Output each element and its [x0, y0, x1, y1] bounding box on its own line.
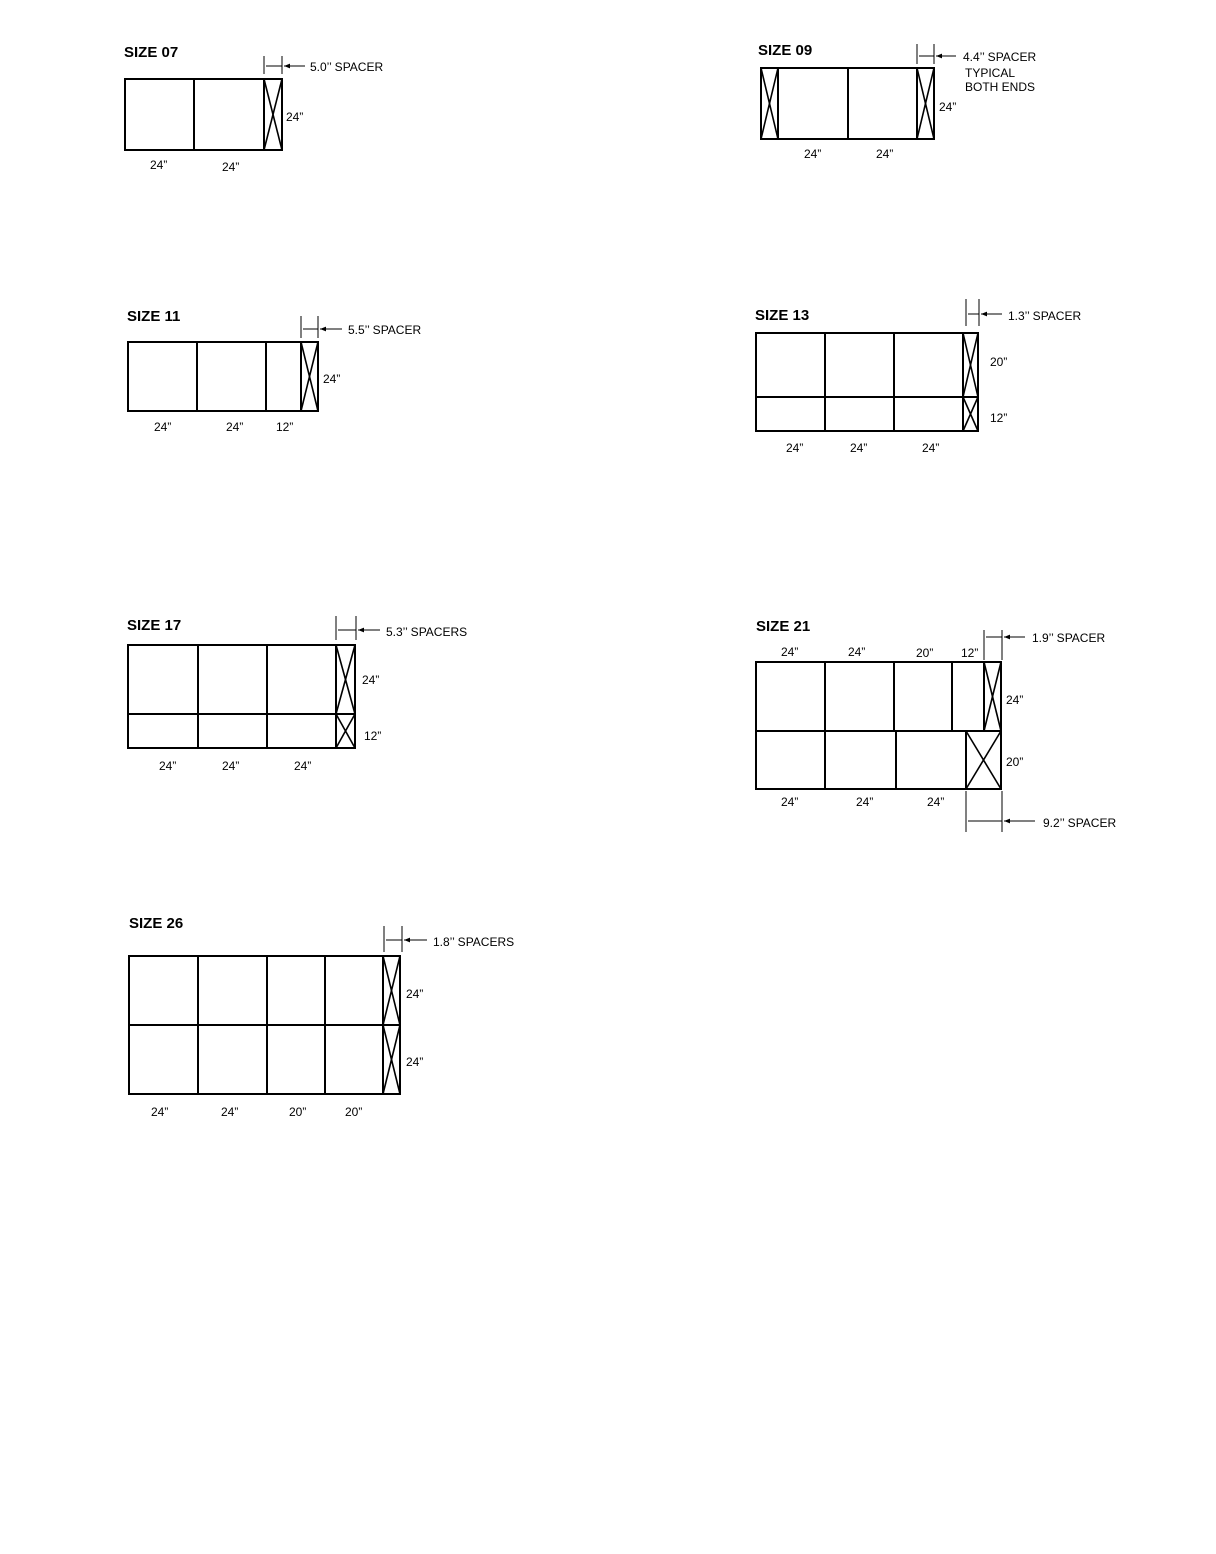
spacer-dimension: [336, 616, 380, 640]
spacer-dimension-bottom: [966, 791, 1035, 832]
width-label: 24”: [226, 420, 244, 434]
diagram-size-26: [129, 915, 514, 1119]
spacer-block: [301, 342, 318, 411]
spacer-block: [336, 645, 355, 748]
diagram-title: SIZE 17: [127, 617, 182, 634]
spacer-dimension: [264, 56, 305, 74]
height-label: 24”: [1006, 693, 1024, 707]
width-label: 12”: [276, 420, 294, 434]
spacer-label: 9.2’’ SPACER: [1043, 816, 1117, 830]
width-label: 24”: [222, 160, 240, 174]
spacer-note: TYPICAL: [965, 66, 1016, 80]
width-label: 24”: [222, 759, 240, 773]
filter-frame: [125, 79, 282, 150]
diagram-title: SIZE 13: [755, 307, 810, 324]
diagram-title: SIZE 11: [127, 308, 181, 325]
width-label: 24”: [856, 795, 874, 809]
spacer-block-bottom: [966, 731, 1001, 789]
width-label: 24”: [781, 645, 799, 659]
diagram-title: SIZE 07: [124, 44, 179, 61]
filter-frame: [756, 662, 1001, 789]
spacer-block-right: [917, 68, 934, 139]
width-label: 24”: [876, 147, 894, 161]
spacer-label: 5.3’’ SPACERS: [386, 625, 468, 639]
height-label: 12”: [364, 729, 382, 743]
width-label: 24”: [786, 441, 804, 455]
spacer-label: 4.4’’ SPACER: [963, 50, 1037, 64]
width-label: 24”: [850, 441, 868, 455]
diagram-title: SIZE 21: [756, 618, 811, 635]
diagram-size-09: [758, 42, 1036, 161]
spacer-label: 5.0’’ SPACER: [310, 60, 384, 74]
spacer-block-left: [761, 68, 778, 139]
width-label: 24”: [804, 147, 822, 161]
diagram-size-17: [127, 616, 467, 773]
width-label: 20”: [289, 1105, 307, 1119]
diagram-title: SIZE 26: [129, 915, 184, 932]
width-label: 24”: [221, 1105, 239, 1119]
height-label: 24”: [286, 110, 304, 124]
width-label: 24”: [781, 795, 799, 809]
width-label: 24”: [154, 420, 172, 434]
width-label: 24”: [151, 1105, 169, 1119]
width-label: 24”: [848, 645, 866, 659]
diagram-size-07: [124, 44, 383, 174]
width-label: 20”: [916, 646, 934, 660]
filter-frame: [128, 645, 355, 748]
diagram-size-21: [756, 618, 1116, 832]
height-label: 24”: [406, 987, 424, 1001]
spacer-dimension: [384, 926, 427, 952]
height-label: 24”: [406, 1055, 424, 1069]
height-label: 20”: [990, 355, 1008, 369]
height-label: 24”: [362, 673, 380, 687]
spacer-block: [264, 79, 282, 150]
spacer-label: 1.9’’ SPACER: [1032, 631, 1106, 645]
width-label: 24”: [150, 158, 168, 172]
spacer-dimension: [966, 299, 1002, 326]
spacer-label: 5.5’’ SPACER: [348, 323, 422, 337]
spacer-block: [963, 333, 978, 431]
spacer-note: BOTH ENDS: [965, 80, 1036, 94]
width-label: 20”: [345, 1105, 363, 1119]
spacer-dimension: [301, 316, 342, 338]
filter-frame: [128, 342, 318, 411]
filter-frame: [756, 333, 978, 431]
height-label: 20”: [1006, 755, 1024, 769]
width-label: 24”: [294, 759, 312, 773]
spacer-label: 1.8’’ SPACERS: [433, 935, 515, 949]
spacer-label: 1.3’’ SPACER: [1008, 309, 1082, 323]
spacer-dimension: [917, 44, 956, 64]
spacer-block-top: [984, 662, 1001, 731]
height-label: 24”: [939, 100, 957, 114]
width-label: 24”: [159, 759, 177, 773]
spacer-dimension-top: [984, 630, 1025, 660]
width-label: 12”: [961, 646, 979, 660]
height-label: 24”: [323, 372, 341, 386]
height-label: 12”: [990, 411, 1008, 425]
diagram-title: SIZE 09: [758, 42, 813, 59]
width-label: 24”: [927, 795, 945, 809]
width-label: 24”: [922, 441, 940, 455]
diagram-size-13: [755, 299, 1081, 455]
diagram-size-11: [127, 308, 421, 434]
